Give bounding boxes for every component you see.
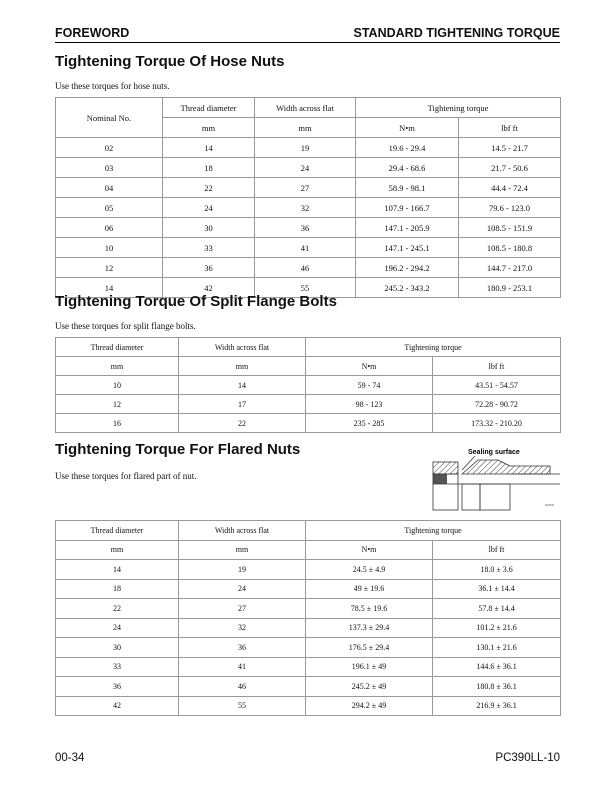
table-cell: 02 [56, 138, 163, 158]
table-cell: 24.5 ± 4.9 [306, 560, 433, 580]
table-cell: 180.8 ± 36.1 [433, 677, 561, 697]
table-row [56, 376, 561, 395]
table-row [56, 696, 561, 716]
col-thread: Thread diameter [56, 521, 179, 541]
table-cell: 57.8 ± 14.4 [433, 599, 561, 619]
table-cell: 19 [179, 560, 306, 580]
col-width: Width across flat [179, 521, 306, 541]
table-cell: 235 - 285 [306, 414, 433, 433]
table-cell: 14 [179, 376, 306, 395]
table-cell: 36 [56, 677, 179, 697]
table-cell: 173.32 - 210.20 [433, 414, 561, 433]
table-cell: 36 [163, 258, 255, 278]
table-cell: 18.0 ± 3.6 [433, 560, 561, 580]
table-cell: 22 [163, 178, 255, 198]
table-cell: 108.5 - 151.9 [459, 218, 561, 238]
sealing-surface-label: Sealing surface [468, 449, 520, 456]
col-thread: Thread diameter [56, 338, 179, 357]
unit-mm: mm [56, 540, 179, 560]
table-cell: 59 - 74 [306, 376, 433, 395]
table-cell: 245.2 - 343.2 [356, 278, 459, 298]
page-header [55, 26, 560, 43]
unit-mm: mm [56, 357, 179, 376]
table-cell: 14 [163, 138, 255, 158]
split-flange-table [55, 337, 561, 433]
table-row [56, 657, 561, 677]
col-thread: Thread diameter [163, 98, 255, 118]
table-cell: 98 - 123 [306, 395, 433, 414]
table-cell: 30 [163, 218, 255, 238]
table-cell: 17 [179, 395, 306, 414]
svg-text:000000: 000000 [545, 503, 554, 507]
table-cell: 144.7 - 217.0 [459, 258, 561, 278]
table-cell: 36 [255, 218, 356, 238]
table-cell: 30 [56, 638, 179, 658]
table-cell: 21.7 - 50.6 [459, 158, 561, 178]
table-row [56, 560, 561, 580]
unit-nm: N•m [356, 118, 459, 138]
table-cell: 43.51 - 54.57 [433, 376, 561, 395]
table-row [56, 599, 561, 619]
table-row [56, 579, 561, 599]
unit-lbf: lbf ft [433, 357, 561, 376]
table-cell: 108.5 - 180.8 [459, 238, 561, 258]
table-cell: 49 ± 19.6 [306, 579, 433, 599]
table-row [56, 618, 561, 638]
table-row [56, 677, 561, 697]
table-row [56, 138, 561, 158]
table-cell: 32 [255, 198, 356, 218]
table-cell: 29.4 - 68.6 [356, 158, 459, 178]
table-cell: 32 [179, 618, 306, 638]
table-row [56, 414, 561, 433]
section-name: FOREWORD [55, 26, 130, 40]
hose-nuts-title: Tightening Torque Of Hose Nuts [55, 53, 285, 70]
table-cell: 101.2 ± 21.6 [433, 618, 561, 638]
table-cell: 107.9 - 166.7 [356, 198, 459, 218]
unit-lbf: lbf ft [433, 540, 561, 560]
table-cell: 44.4 - 72.4 [459, 178, 561, 198]
table-cell: 196.1 ± 49 [306, 657, 433, 677]
table-cell: 33 [56, 657, 179, 677]
table-cell: 24 [255, 158, 356, 178]
table-cell: 294.2 ± 49 [306, 696, 433, 716]
table-row [56, 218, 561, 238]
table-row [56, 638, 561, 658]
table-cell: 24 [179, 579, 306, 599]
unit-mm: mm [255, 118, 356, 138]
table-cell: 137.3 ± 29.4 [306, 618, 433, 638]
col-width: Width across flat [255, 98, 356, 118]
unit-mm: mm [179, 357, 306, 376]
page-number: 00-34 [55, 752, 85, 764]
table-cell: 42 [56, 696, 179, 716]
table-cell: 18 [163, 158, 255, 178]
table-cell: 144.6 ± 36.1 [433, 657, 561, 677]
table-cell: 19.6 - 29.4 [356, 138, 459, 158]
table-cell: 180.9 - 253.1 [459, 278, 561, 298]
table-cell: 36 [179, 638, 306, 658]
col-torque: Tightening torque [356, 98, 561, 118]
hose-nuts-intro: Use these torques for hose nuts. [55, 81, 170, 91]
col-nominal: Nominal No. [56, 98, 163, 138]
table-cell: 41 [179, 657, 306, 677]
split-flange-title: Tightening Torque Of Split Flange Bolts [55, 293, 337, 310]
table-cell: 16 [56, 414, 179, 433]
table-row [56, 395, 561, 414]
table-row [56, 258, 561, 278]
table-cell: 176.5 ± 29.4 [306, 638, 433, 658]
table-cell: 24 [56, 618, 179, 638]
table-cell: 196.2 - 294.2 [356, 258, 459, 278]
table-cell: 55 [255, 278, 356, 298]
table-cell: 10 [56, 238, 163, 258]
table-cell: 216.9 ± 36.1 [433, 696, 561, 716]
col-width: Width across flat [179, 338, 306, 357]
table-cell: 22 [179, 414, 306, 433]
table-row [56, 238, 561, 258]
table-cell: 14 [56, 560, 179, 580]
table-cell: 05 [56, 198, 163, 218]
table-cell: 04 [56, 178, 163, 198]
table-cell: 78.5 ± 19.6 [306, 599, 433, 619]
table-cell: 27 [179, 599, 306, 619]
table-cell: 03 [56, 158, 163, 178]
table-cell: 130.1 ± 21.6 [433, 638, 561, 658]
table-cell: 147.1 - 205.9 [356, 218, 459, 238]
table-cell: 147.1 - 245.1 [356, 238, 459, 258]
table-cell: 33 [163, 238, 255, 258]
table-row [56, 158, 561, 178]
table-cell: 19 [255, 138, 356, 158]
table-cell: 41 [255, 238, 356, 258]
split-flange-intro: Use these torques for split flange bolts. [55, 321, 196, 331]
table-cell: 18 [56, 579, 179, 599]
chapter-name: STANDARD TIGHTENING TORQUE [353, 26, 560, 40]
table-cell: 14 [56, 278, 163, 298]
table-cell: 42 [163, 278, 255, 298]
table-row [56, 178, 561, 198]
flared-nuts-intro: Use these torques for flared part of nut. [55, 471, 197, 481]
table-cell: 58.9 - 98.1 [356, 178, 459, 198]
table-cell: 27 [255, 178, 356, 198]
table-cell: 72.28 - 90.72 [433, 395, 561, 414]
table-cell: 10 [56, 376, 179, 395]
col-torque: Tightening torque [306, 521, 561, 541]
table-cell: 22 [56, 599, 179, 619]
unit-nm: N•m [306, 357, 433, 376]
table-cell: 14.5 - 21.7 [459, 138, 561, 158]
unit-mm: mm [163, 118, 255, 138]
unit-nm: N•m [306, 540, 433, 560]
table-cell: 55 [179, 696, 306, 716]
model-name: PC390LL-10 [495, 752, 560, 764]
flared-nuts-table [55, 520, 561, 716]
table-cell: 79.6 - 123.0 [459, 198, 561, 218]
hose-nuts-table [55, 97, 561, 298]
table-cell: 245.2 ± 49 [306, 677, 433, 697]
table-cell: 46 [255, 258, 356, 278]
flared-nuts-title: Tightening Torque For Flared Nuts [55, 441, 301, 458]
unit-lbf: lbf ft [459, 118, 561, 138]
table-cell: 12 [56, 258, 163, 278]
col-torque: Tightening torque [306, 338, 561, 357]
table-cell: 12 [56, 395, 179, 414]
table-cell: 46 [179, 677, 306, 697]
table-row [56, 198, 561, 218]
flared-nut-diagram [410, 440, 560, 512]
table-cell: 36.1 ± 14.4 [433, 579, 561, 599]
table-cell: 24 [163, 198, 255, 218]
table-cell: 06 [56, 218, 163, 238]
unit-mm: mm [179, 540, 306, 560]
